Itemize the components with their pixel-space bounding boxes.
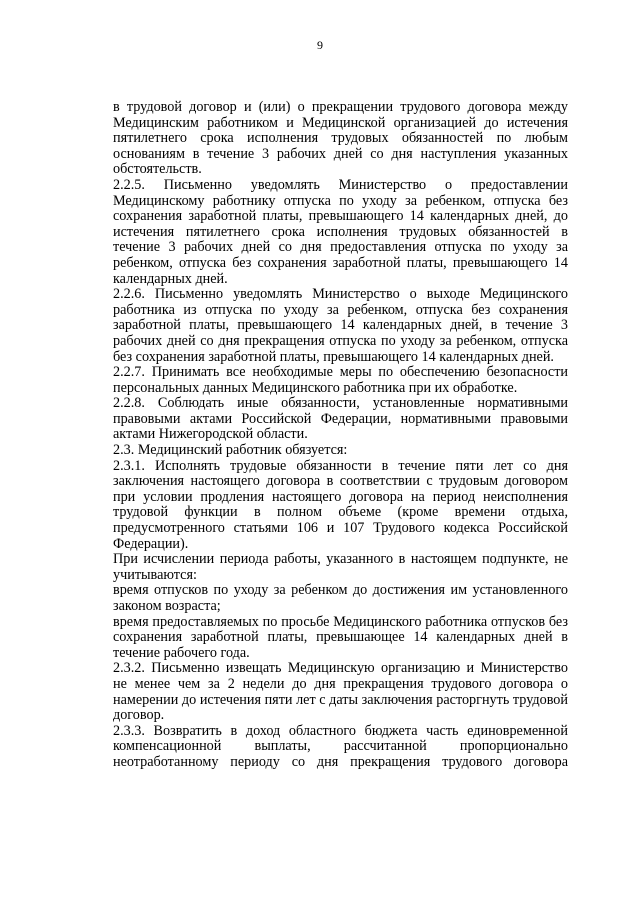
paragraph: 2.2.7. Принимать все необходимые меры по обеспечению безопасности персональных данных Медицинского работника при их обработке. — [113, 364, 568, 396]
paragraph: 2.3. Медицинский работник обязуется: — [113, 442, 348, 459]
paragraph: 2.3.3. Возвратить в доход областного бюджета часть единовременной компенсационной выплаты, рассчитанной пропорционально неотработанному периоду со дня прекращения трудового договора — [113, 722, 568, 770]
paragraph: 2.2.5. Письменно уведомлять Министерство о предоставлении Медицинскому работнику отпуска по уходу за ребенком, отпуска без сохранения заработной платы, превышающего 14 календарных дней, до истечения пятилетнего срока исполнения трудовых обязанностей в течение 3 рабочих дней со дня предоставления отпуска по уходу за ребенком, отпуска без сохранения заработной платы, превышающего 14 календарных дней. — [113, 176, 568, 287]
paragraph: в трудовой договор и (или) о прекращении трудового договора между Медицинским работником и Медицинской организацией до истечения пятилетнего срока исполнения трудовых обязанностей по любым основаниям в течение 3 рабочих дней со дня наступления указанных обстоятельств. — [113, 99, 568, 178]
paragraph: время отпусков по уходу за ребенком до достижения им установленного законом возраста; — [113, 582, 568, 614]
document-body — [113, 100, 568, 771]
paragraph: 2.2.8. Соблюдать иные обязанности, установленные нормативными правовыми актами Российской Федерации, нормативными правовыми актами Нижегородской области. — [113, 395, 568, 443]
paragraph: 2.3.1. Исполнять трудовые обязанности в течение пяти лет со дня заключения настоящего договора в соответствии с трудовым договором при условии продления настоящего договора на период неисполнения трудовой функции в полном объеме (кроме времени отдыха, предусмотренного статьями 106 и 107 Трудового кодекса Российской Федерации). — [113, 457, 568, 552]
paragraph: время предоставляемых по просьбе Медицинского работника отпусков без сохранения заработной платы, превышающее 14 календарных дней в течение рабочего года. — [113, 613, 568, 661]
paragraph: 2.2.6. Письменно уведомлять Министерство о выходе Медицинского работника из отпуска по уходу за ребенком, отпуска без сохранения заработной платы, превышающего 14 календарных дней, в течение 3 рабочих дней со дня прекращения отпуска по уходу за ребенком, отпуска без сохранения заработной платы, превышающего 14 календарных дней. — [113, 286, 568, 365]
paragraph: При исчислении периода работы, указанного в настоящем подпункте, не учитываются: — [113, 551, 568, 583]
paragraph: 2.3.2. Письменно извещать Медицинскую организацию и Министерство не менее чем за 2 недели до дня прекращения трудового договора о намерении до истечения пяти лет с даты заключения расторгнуть трудовой договор. — [113, 660, 568, 724]
page-number: 9 — [317, 38, 323, 52]
